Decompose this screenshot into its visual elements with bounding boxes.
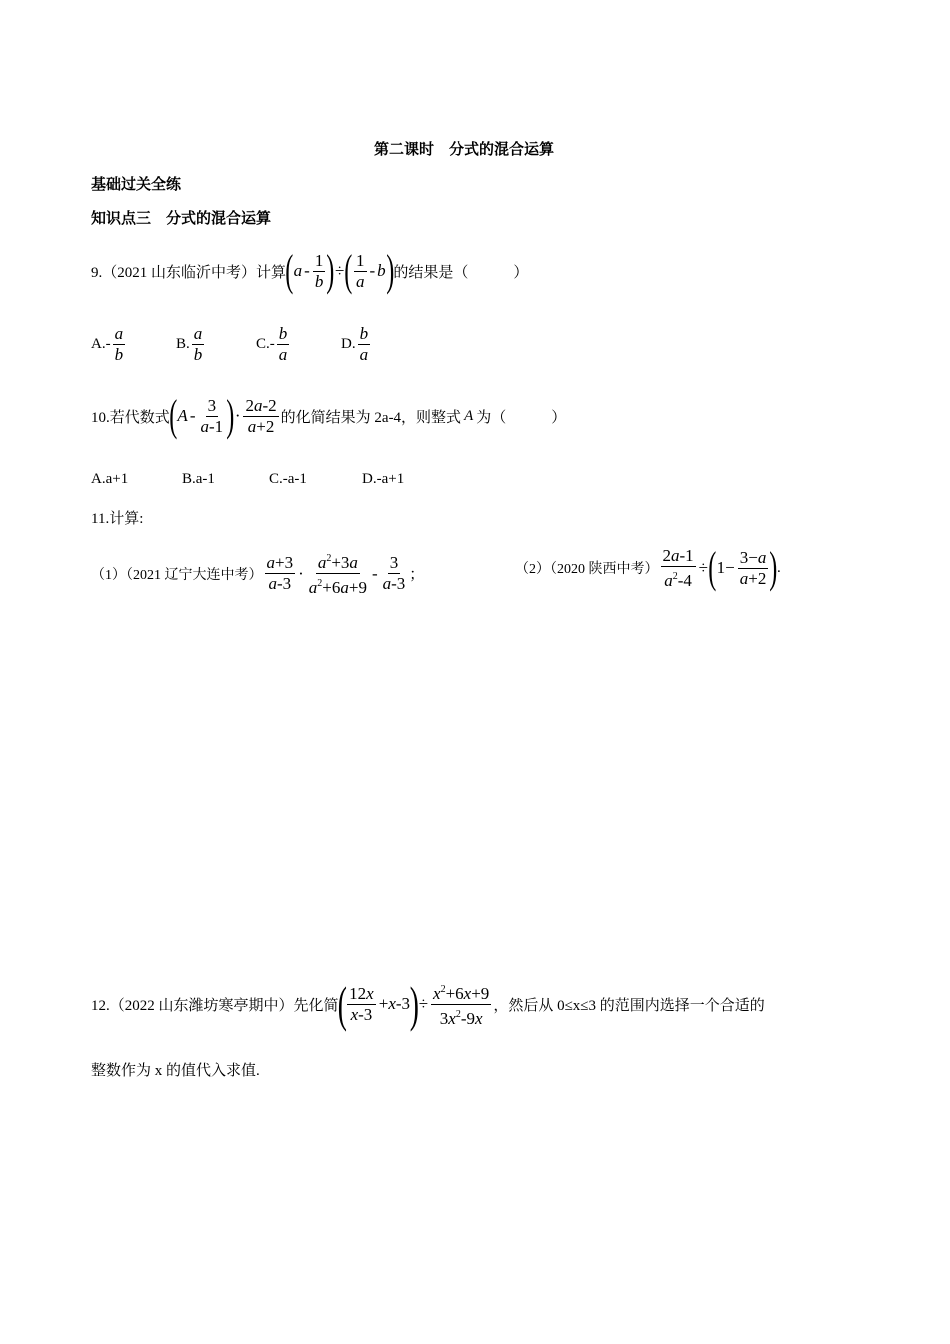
question-12: 12.（2022 山东潍坊寒亭期中）先化简 ( $\frac{12x}{x-3}$ +x-3 ) ÷ $\frac{x^2+6x+9}{3x^2-9x}$ ，然后从 0≤x≤3 的范围内选择一个合适的: [91, 976, 765, 1032]
question-10: 10.若代数式 ( A - $\frac{3}{a-1}$ ) · $\frac{2a-2}{a+2}$ 的化简结果为 2a-4，则整式 A 为（ ）: [91, 391, 567, 440]
page-title: 第二课时 分式的混合运算: [374, 142, 555, 158]
q9-option-d: D. $\frac{b}{a}$: [341, 324, 369, 364]
q10-option-d: D.-a+1: [362, 471, 405, 487]
question-11-label: 11.计算:: [91, 511, 144, 527]
q9-option-a: A.- $\frac{a}{b}$: [91, 324, 124, 364]
q10-option-a: A.a+1: [91, 471, 129, 487]
q10-option-b: B.a-1: [182, 471, 215, 487]
question-9: 9.（2021 山东临沂中考）计算 ( a - $\frac{1}{b}$ ) ÷ ( $\frac{1}{a}$ - b ) 的结果是（ ）: [91, 246, 529, 295]
section-heading: 基础过关全练: [91, 177, 182, 193]
q9-option-c: C.- $\frac{b}{a}$: [256, 324, 288, 364]
q12-line-2: 整数作为 x 的值代入求值.: [91, 1063, 260, 1079]
knowledge-point-heading: 知识点三 分式的混合运算: [91, 211, 272, 227]
q9-option-b: B. $\frac{a}{b}$: [176, 324, 203, 364]
q11-part-1: （1）（2021 辽宁大连中考） $\frac{a+3}{a-3}$ · $\frac{a^2+3a}{a^2+6a+9}$ - $\frac{3}{a-3}$ ；: [91, 550, 424, 597]
q9-prefix: 9.（2021 山东临沂中考）计算: [91, 264, 287, 281]
q11-part-2: （2）（2020 陕西中考） $\frac{2a-1}{a^2-4}$ ÷ ( 1− $\frac{3-a}{a+2}$ ) .: [515, 543, 781, 592]
q10-option-c: C.-a-1: [269, 471, 307, 487]
q9-suffix: 的结果是（ ）: [393, 264, 529, 281]
